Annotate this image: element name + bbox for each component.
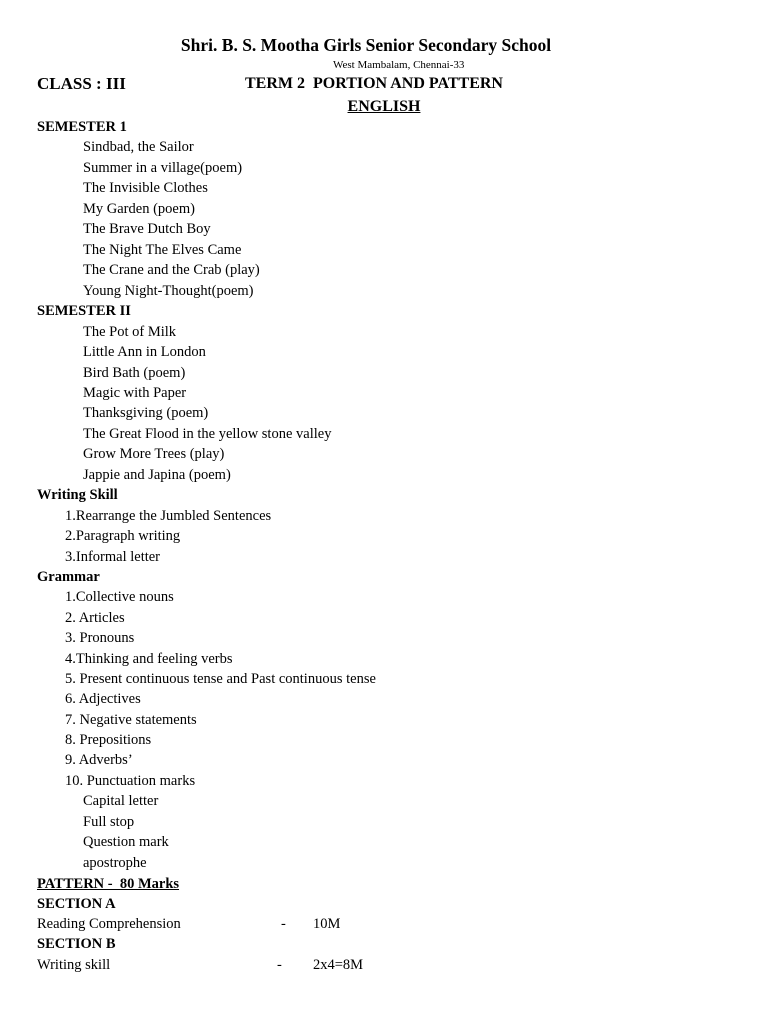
pattern-heading: PATTERN - 80 Marks: [37, 876, 180, 892]
semester1-item: Summer in a village(poem): [83, 160, 243, 176]
section-b-dash: -: [277, 957, 282, 973]
semester1-item: The Night The Elves Came: [83, 242, 242, 258]
section-a-item: Reading Comprehension: [37, 916, 181, 932]
punctuation-subitem: Capital letter: [83, 793, 159, 809]
semester1-item: My Garden (poem): [83, 201, 195, 217]
writing-skill-item: 1.Rearrange the Jumbled Sentences: [65, 508, 272, 524]
semester2-item: The Pot of Milk: [83, 324, 177, 340]
grammar-item: 10. Punctuation marks: [65, 773, 196, 789]
semester2-item: Magic with Paper: [83, 385, 187, 401]
grammar-item: 2. Articles: [65, 610, 125, 626]
semester2-item: Thanksgiving (poem): [83, 405, 209, 421]
grammar-item: 7. Negative statements: [65, 712, 197, 728]
semester1-item: The Crane and the Crab (play): [83, 262, 260, 278]
writing-skill-item: 2.Paragraph writing: [65, 528, 181, 544]
grammar-item: 9. Adverbs’: [65, 752, 133, 768]
punctuation-subitem: Full stop: [83, 814, 135, 830]
school-name: Shri. B. S. Mootha Girls Senior Secondary School: [180, 35, 552, 55]
semester1-heading: SEMESTER 1: [37, 119, 127, 135]
grammar-item: 6. Adjectives: [65, 691, 141, 707]
grammar-item: 1.Collective nouns: [65, 589, 174, 605]
section-a-dash: -: [281, 916, 286, 932]
section-a-marks: 10M: [313, 916, 341, 932]
semester2-heading: SEMESTER II: [37, 303, 131, 319]
punctuation-subitem: apostrophe: [83, 855, 147, 871]
semester1-item: Sindbad, the Sailor: [83, 139, 194, 155]
semester1-item: The Invisible Clothes: [83, 180, 208, 196]
section-b-title: SECTION B: [37, 936, 116, 952]
subject-title: ENGLISH: [347, 98, 421, 115]
section-a-title: SECTION A: [37, 896, 116, 912]
semester1-item: The Brave Dutch Boy: [83, 221, 211, 237]
writing-skill-heading: Writing Skill: [37, 487, 118, 503]
semester2-item: Jappie and Japina (poem): [83, 467, 231, 483]
semester2-item: Little Ann in London: [83, 344, 206, 360]
class-label: CLASS : III: [37, 74, 126, 93]
punctuation-subitem: Question mark: [83, 834, 169, 850]
grammar-item: 8. Prepositions: [65, 732, 152, 748]
term-title: TERM 2 PORTION AND PATTERN: [245, 75, 503, 92]
grammar-item: 4.Thinking and feeling verbs: [65, 651, 233, 667]
semester2-item: Grow More Trees (play): [83, 446, 225, 462]
grammar-item: 3. Pronouns: [65, 630, 135, 646]
section-b-marks: 2x4=8M: [313, 957, 364, 973]
school-address: West Mambalam, Chennai-33: [333, 59, 465, 71]
semester1-item: Young Night-Thought(poem): [83, 283, 254, 299]
grammar-heading: Grammar: [37, 569, 100, 585]
section-b-item: Writing skill: [37, 957, 111, 973]
grammar-item: 5. Present continuous tense and Past continuous tense: [65, 671, 376, 687]
semester2-item: Bird Bath (poem): [83, 365, 186, 381]
semester2-item: The Great Flood in the yellow stone valley: [83, 426, 332, 442]
writing-skill-item: 3.Informal letter: [65, 549, 161, 565]
